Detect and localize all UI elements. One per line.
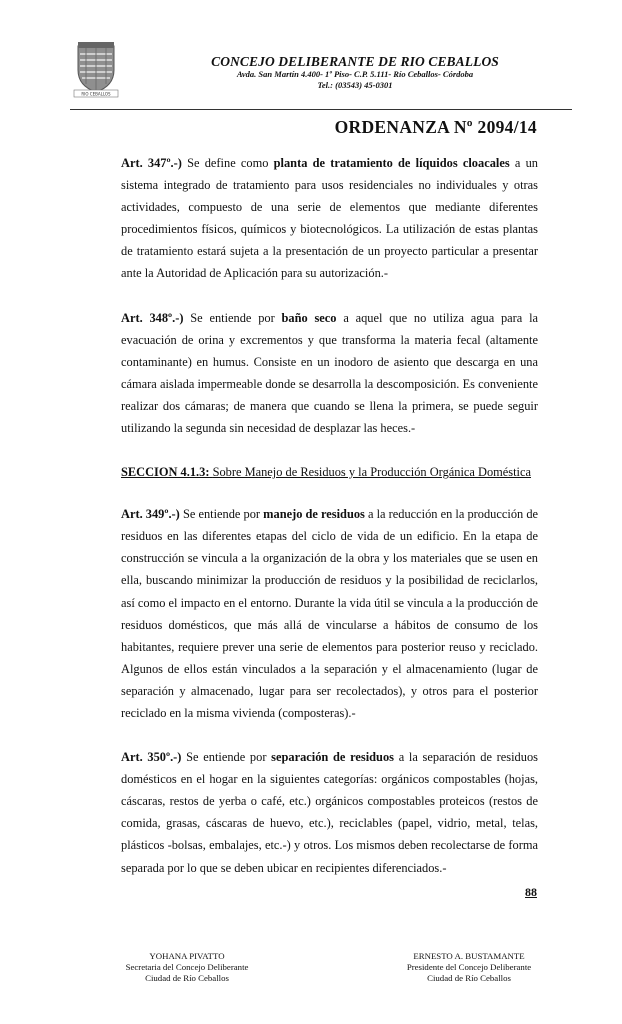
article-349-term: manejo de residuos xyxy=(263,507,365,522)
article-350-term: separación de residuos xyxy=(271,750,394,765)
article-347 xyxy=(121,152,538,285)
section-heading xyxy=(121,461,538,483)
document-body xyxy=(121,152,538,901)
signature-right-place: Ciudad de Río Ceballos xyxy=(427,973,511,983)
article-347-text: a un sistema integrado de tratamiento para usos residenciales no individuales y otras actividades, compuesto de una serie de elementos que mediante diferentes procedimientos físicos, químicos y biotecnológicos. La utilización de estas plantas de tratamiento estará sujeta a la presentación de un proyecto particular a presentar ante la Autoridad de Aplicación para su autorización.- xyxy=(121,156,538,281)
council-phone: Tel.: (03543) 45-0301 xyxy=(317,80,393,90)
article-350-text: a la separación de residuos domésticos en el hogar en la siguientes categorías: orgánicos compostables (hojas, cáscaras, restos de yerba o café, etc.) orgánicos compostables proteicos (restos de comida, grasas, cáscaras de huevo, etc.), reciclables (papel, vidrio, metal, telas, plásticos -bolsas, embalajes, etc.-) y otros. Los mismos deben recolectarse de forma separada por lo que se deben ubicar en recipientes diferenciados.- xyxy=(121,750,538,875)
council-name: CONCEJO DELIBERANTE DE RIO CEBALLOS xyxy=(211,54,499,69)
article-349-text: a la reducción en la producción de residuos en las diferentes etapas del ciclo de vida de un edificio. En la etapa de construcción se vincula a la organización de la obra y los materiales que se usen en ella, buscando minimizar la producción de residuos y la posibilidad de reciclarlos, así como el impacto en el entorno. Durante la vida útil se vincula a la producción de residuos domésticos, que más allá de vincularse a hábitos de consumo de los habitantes, requiere prever una serie de elementos para posterior reuso y reciclado. Algunos de ellos están vinculados a la separación y el almacenamiento (lugar de separación y almacenado, lugar para ser recolectados), y otros para el posterior reciclado en la misma vivienda (composteras).- xyxy=(121,507,539,720)
section-title: Sobre Manejo de Residuos y la Producción Orgánica Doméstica xyxy=(212,465,531,480)
ordinance-number: ORDENANZA Nº 2094/14 xyxy=(334,117,537,137)
header-divider xyxy=(70,109,572,110)
article-348-pre: Se entiende por xyxy=(190,310,275,325)
article-349-pre: Se entiende por xyxy=(182,507,261,522)
page-number: 88 xyxy=(525,885,537,899)
crest-label: RIO CEBALLOS xyxy=(81,91,111,97)
article-349-label: Art. 349º.-) xyxy=(121,507,180,522)
signature-left-place: Ciudad de Río Ceballos xyxy=(145,973,229,983)
article-347-label: Art. 347º.-) xyxy=(121,156,182,170)
signature-right-name: ERNESTO A. BUSTAMANTE xyxy=(413,951,525,961)
council-address: Avda. San Martín 4.400- 1º Piso- C.P. 5.111- Río Ceballos- Córdoba xyxy=(236,69,474,79)
section-label: SECCION 4.1.3: xyxy=(121,465,210,480)
article-350 xyxy=(121,746,538,879)
signature-left xyxy=(107,951,267,984)
article-348 xyxy=(121,307,538,440)
signature-left-role: Secretaria del Concejo Deliberante xyxy=(125,962,249,972)
article-348-label: Art. 348º.-) xyxy=(121,310,184,325)
signature-left-name: YOHANA PIVATTO xyxy=(149,951,225,961)
signature-right-role: Presidente del Concejo Deliberante xyxy=(406,962,532,972)
article-348-text: a aquel que no utiliza agua para la evacuación de orina y excrementos y que transforma la materia fecal (altamente contaminante) en humus. Consiste en un inodoro de asiento que descarga en una cámara aislada impermeable donde se desarrolla la descomposición. Es conveniente realizar dos cámaras; de manera que cuando se llena la primera, se puede seguir utilizando la segunda sin necesidad de desplazar las heces.- xyxy=(121,310,539,436)
signature-right xyxy=(389,951,549,984)
letterhead xyxy=(150,54,560,91)
municipal-crest-icon xyxy=(72,40,120,98)
article-348-term: baño seco xyxy=(281,310,337,325)
article-350-label: Art. 350º.-) xyxy=(121,750,182,765)
article-350-pre: Se entiende por xyxy=(186,750,267,765)
article-349 xyxy=(121,503,538,724)
article-347-pre: Se define como xyxy=(187,156,269,170)
article-347-term: planta de tratamiento de líquidos cloacales xyxy=(273,156,510,170)
